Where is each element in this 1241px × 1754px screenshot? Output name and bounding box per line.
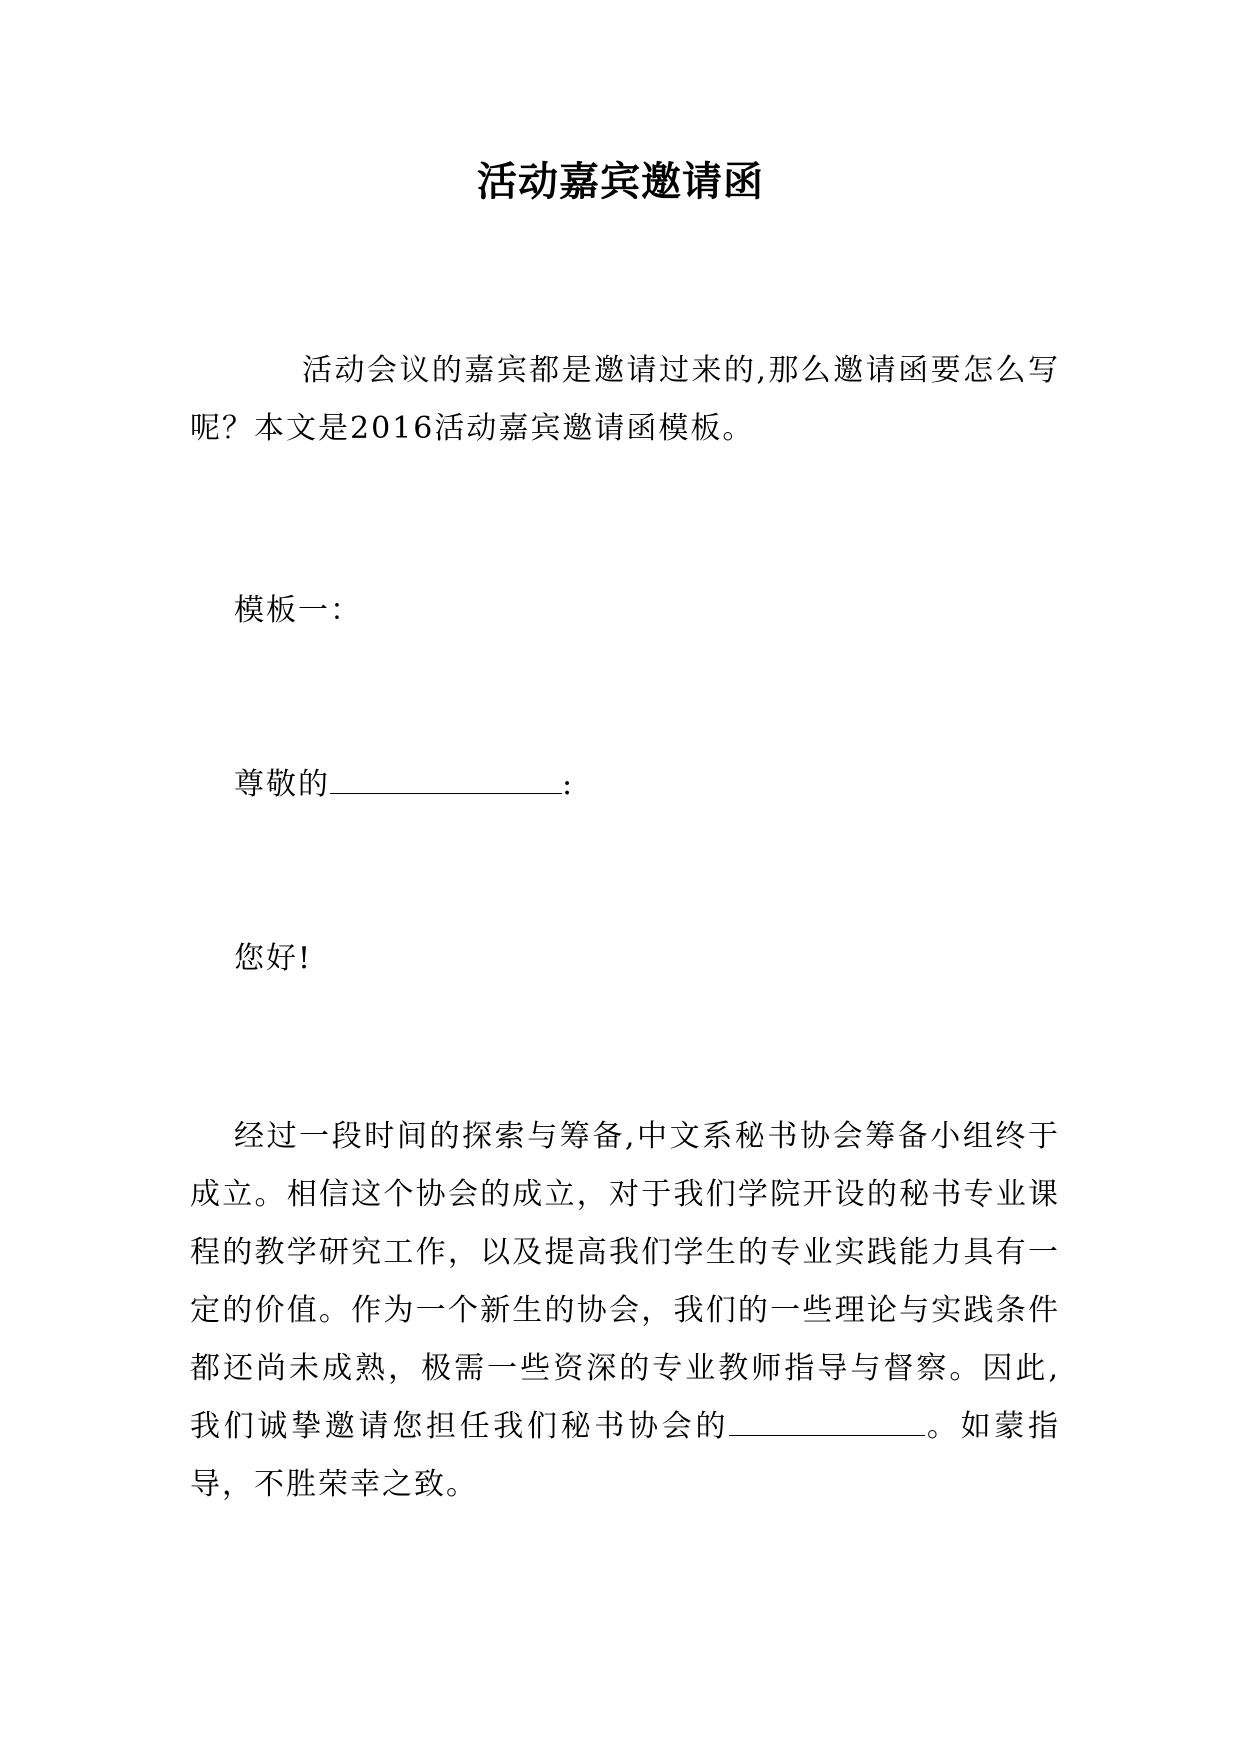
template-heading: 模板一： bbox=[234, 593, 362, 628]
intro-paragraph: 活动会议的嘉宾都是邀请过来的,那么邀请函要怎么写呢？本文是2016活动嘉宾邀请函模板。 bbox=[190, 353, 1060, 446]
role-blank bbox=[729, 1405, 925, 1436]
document-title: 活动嘉宾邀请函 bbox=[477, 158, 764, 205]
body-text-closing: 。如蒙指导，不胜荣幸之致。 bbox=[190, 1409, 1061, 1502]
body-paragraph bbox=[190, 1108, 1060, 1514]
salutation-prefix: 尊敬的 bbox=[234, 767, 330, 802]
body-text-main: 经过一段时间的探索与筹备,中文系秘书协会筹备小组终于成立。相信这个协会的成立，对于我们学院开设的秘书专业课程的教学研究工作，以及提高我们学生的专业实践能力具有一定的价值。作为一个新生的协会，我们的一些理论与实践条件都还尚未成熟，极需一些资深的专业教师指导与督察。因此,我们诚挚邀请您担任我们秘书协会的 bbox=[190, 1119, 1060, 1444]
recipient-name-blank bbox=[330, 763, 562, 794]
salutation-line bbox=[190, 756, 1060, 814]
salutation-suffix: : bbox=[562, 767, 575, 802]
greeting-line: 您好! bbox=[234, 941, 313, 976]
